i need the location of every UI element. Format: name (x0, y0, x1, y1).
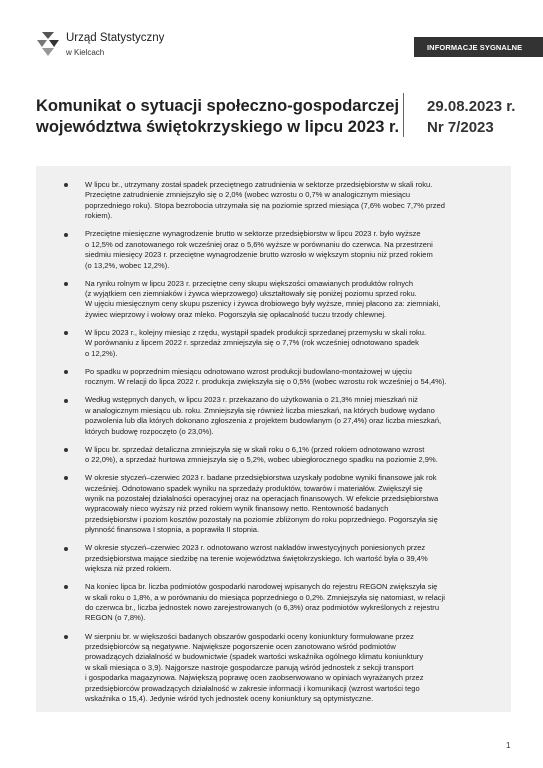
summary-line: W lipcu br. sprzedaż detaliczna zmniejszyła się w skali roku o 6,1% (przed rokiem odnotowano wzrost (85, 444, 425, 454)
summary-line: przedsiębiorców prowadzących działalność w zakresie informacji i komunikacji (wzrost wartości tego (85, 683, 420, 693)
summary-line: płynność finansowa I stopnia, a poprawiła II stopnia. (85, 525, 260, 535)
summary-line: pozwolenia lub dla których dokonano zgłoszenia z projektem budowlanym (o 27,4%) oraz liczba mieszkań, (85, 416, 442, 426)
summary-line: REGON (o 7,8%). (85, 613, 146, 623)
release-number: Nr 7/2023 (427, 119, 494, 136)
summary-line: Przeciętne zatrudnienie zmniejszyło się o 2,0% (wobec wzrostu o 0,7% w analogicznym miesiącu (85, 190, 411, 200)
summary-line: których budowę rozpoczęto (o 23,0%). (85, 426, 214, 436)
summary-line: wynik na pozostałej działalności operacyjnej oraz na operacjach finansowych. W efekcie przedsiębiorstwa (85, 493, 439, 503)
summary-line: Przeciętne miesięczne wynagrodzenie brutto w sektorze przedsiębiorstw w lipcu 2023 r. było wyższe (85, 229, 421, 239)
summary-line: w skali miesiąca o 3,9). Najgorsze nastroje gospodarcze panują wśród jednostek z sekcji transport (85, 662, 414, 672)
summary-item (60, 328, 500, 359)
summary-line: W porównaniu z lipcem 2022 r. sprzedaż zmniejszyła się o 7,7% (rok wcześniej odnotowano spadek (85, 338, 419, 348)
summary-list (60, 180, 500, 712)
summary-line: większa niż przed rokiem. (85, 564, 172, 574)
summary-line: Na rynku rolnym w lipcu 2023 r. przeciętne ceny skupu większości omawianych produktów rolnych (85, 278, 414, 288)
summary-line: do czerwca br., liczba jednostek nowo zarejestrowanych (o 6,3%) oraz podmiotów wykreślonych z rejestru (85, 603, 440, 612)
category-tag: INFORMACJE SYGNALNE (414, 37, 543, 57)
summary-line: Na koniec lipca br. liczba podmiotów gospodarki narodowej wpisanych do rejestru REGON zwiększyła się (85, 582, 438, 592)
summary-line: rocznym. W relacji do lipca 2022 r. produkcja zwiększyła się o 0,5% (wobec wzrostu rok wcześniej o 54,4%). (85, 377, 447, 387)
summary-item (60, 229, 500, 271)
header-divider (403, 93, 404, 137)
summary-line: w analogicznym miesiącu ub. roku. Zmniejszyła się również liczba mieszkań, na których budowę wydano (85, 405, 435, 415)
summary-panel (36, 166, 511, 712)
summary-line: przedsiębiorstw i poziom kosztów pozostały na poziomie zbliżonym do roku poprzedniego. Pogorszyła się (85, 514, 438, 524)
summary-line: o 12,2%). (85, 348, 118, 358)
summary-item (60, 473, 500, 535)
summary-line: o 12,5% od zanotowanego rok wcześniej oraz o 5,6% wyższe w porównaniu do czerwca. Na przestrzeni (85, 239, 433, 249)
logo-subtitle: w Kielcach (66, 48, 105, 57)
summary-line: siedmiu miesięcy 2023 r. przeciętne wynagrodzenie brutto wzrosło w większym stopniu niż przed rokiem (85, 250, 433, 260)
summary-line: przedsiębiorców są negatywne. Największe pogorszenie ocen zanotowano wśród podmiotów (85, 641, 396, 651)
summary-line: poprzedniego roku). Stopa bezrobocia utrzymała się na poziomie sprzed miesiąca (7,6% wobec 7,7% przed (85, 200, 445, 210)
summary-item (60, 543, 500, 574)
summary-item (60, 180, 500, 222)
summary-item (60, 279, 500, 321)
summary-line: W ujęciu miesięcznym ceny skupu pszenicy i żywca drobiowego były wyższe, mniej płacono za: ziemniaki, (85, 299, 441, 309)
summary-line: W sierpniu br. w większości badanych obszarów gospodarki oceny koniunktury formułowane przez (85, 631, 414, 641)
summary-line: W lipcu br., utrzymany został spadek przeciętnego zatrudnienia w sektorze przedsiębiorstw w skali roku. (85, 180, 433, 189)
title-line: województwa świętokrzyskiego w lipcu 2023 r. (36, 118, 400, 136)
logo (36, 28, 186, 68)
summary-line: wcześniej. Odnotowano spadek wyniku na sprzedaży produktów, towarów i materiałów. Zwiększył się (85, 483, 423, 493)
summary-line: (o 13,2%, wobec 12,2%). (85, 260, 170, 270)
summary-item (60, 582, 500, 624)
statistics-office-logo-icon (36, 30, 60, 58)
summary-line: rokiem). (85, 211, 113, 221)
summary-line: Według wstępnych danych, w lipcu 2023 r. przekazano do użytkowania o 21,3% mniej mieszkań niż (85, 395, 418, 405)
summary-item (60, 367, 500, 388)
page-title (36, 96, 400, 138)
summary-line: W lipcu 2023 r., kolejny miesiąc z rzędu, wystąpił spadek produkcji sprzedanej przemysłu w skali roku. (85, 327, 427, 337)
summary-line: Po spadku w poprzednim miesiącu odnotowano wzrost produkcji budowlano-montażowej w ujęciu (85, 366, 412, 376)
summary-item (60, 395, 500, 437)
summary-line: W okresie styczeń–czerwiec 2023 r. odnotowano wzrost nakładów inwestycyjnych poniesionych przez (85, 543, 426, 553)
summary-line: przedsiębiorstwa mające siedzibę na terenie województwa świętokrzyskiego. Ich wartość była o 39,4% (85, 553, 428, 563)
release-meta (427, 96, 515, 138)
page-number: 1 (506, 741, 511, 750)
release-date: 29.08.2023 r. (427, 98, 516, 115)
summary-line: prowadzących działalność w budownictwie (spadek wartości wskaźnika ogólnego klimatu koniunktury (85, 652, 424, 662)
summary-line: w skali roku o 1,8%, a w porównaniu do miesiąca poprzedniego o 0,2%. Zmniejszyła się natomiast, w relacji (85, 592, 445, 602)
summary-line: wskaźnika o 15,4). Jedynie wśród tych jednostek oceny koniunktury są optymistyczne. (85, 693, 374, 703)
logo-title: Urząd Statystyczny (66, 32, 165, 44)
summary-line: żywiec wieprzowy i wołowy oraz mleko. Pogorszyła się opłacalność tuczu trzody chlewnej. (85, 309, 387, 319)
summary-item (60, 632, 500, 705)
summary-line: (z wyjątkiem cen ziemniaków i żywca wieprzowego) ukształtowały się poniżej poziomu sprzed roku. (85, 289, 417, 299)
summary-line: i gospodarka magazynowa. Największą poprawę ocen zaobserwowano w opiniach wyrażanych przez (85, 673, 424, 683)
title-line: Komunikat o sytuacji społeczno-gospodarczej (36, 97, 400, 115)
summary-item (60, 445, 500, 466)
summary-line: wypracowały nieco wyższy niż przed rokiem wynik finansowy netto. Rentowność badanych (85, 504, 389, 514)
summary-line: W okresie styczeń–czerwiec 2023 r. badane przedsiębiorstwa uzyskały podobne wyniki finansowe jak rok (85, 473, 437, 483)
summary-line: o 22,0%), a sprzedaż hurtowa zmniejszyła się o 5,2%, wobec ubiegłorocznego spadku na poziomie 2,9%. (85, 455, 438, 465)
